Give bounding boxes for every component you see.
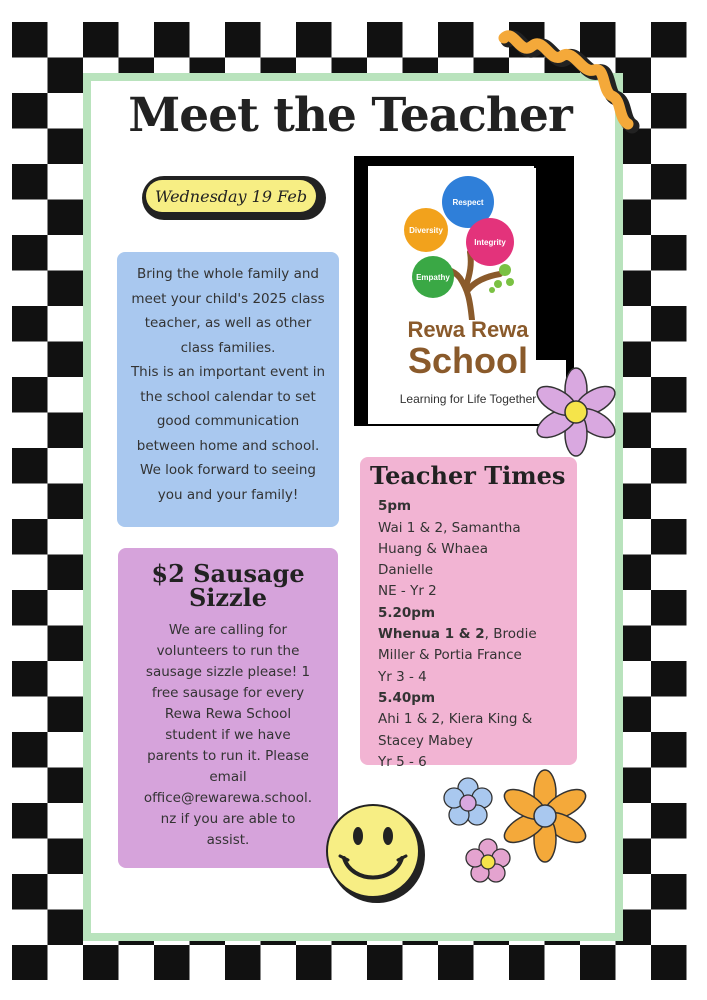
checker-square xyxy=(651,945,687,980)
slot-level: NE - Yr 2 xyxy=(378,583,437,600)
school-name-line1: Rewa Rewa xyxy=(407,317,529,342)
checker-square xyxy=(48,484,84,520)
checker-square xyxy=(651,519,687,555)
checker-square xyxy=(12,448,48,484)
checker-square xyxy=(12,377,48,413)
slot-teachers-rest: , Brodie xyxy=(484,626,537,643)
checker-square xyxy=(367,945,403,980)
checker-square xyxy=(225,22,261,58)
sizzle-line: office@rewarewa.school. xyxy=(143,790,313,806)
checker-square xyxy=(651,22,687,58)
checker-square xyxy=(651,874,687,910)
slot-teachers: Wai 1 & 2, Samantha xyxy=(378,519,521,536)
sizzle-heading xyxy=(128,559,328,612)
checker-square xyxy=(438,945,474,980)
slot-teachers xyxy=(378,624,567,645)
intro-line: between home and school. xyxy=(136,437,320,454)
checker-square xyxy=(48,697,84,733)
sizzle-line: student if we have xyxy=(165,727,291,743)
checker-square xyxy=(83,945,119,980)
slot-time: 5.20pm xyxy=(378,604,436,621)
intro-line: class families. xyxy=(180,339,276,356)
blue-flower-icon xyxy=(438,773,498,833)
checker-square xyxy=(651,164,687,200)
checker-square xyxy=(651,590,687,626)
checker-square xyxy=(509,945,545,980)
checker-square xyxy=(651,377,687,413)
sizzle-line: volunteers to run the xyxy=(156,643,300,659)
checker-square xyxy=(651,448,687,484)
checker-square xyxy=(651,732,687,768)
checker-square xyxy=(296,22,332,58)
sizzle-line: sausage sizzle please! 1 xyxy=(145,664,311,680)
intro-line: teacher, as well as other xyxy=(144,315,312,331)
respect-circle: Respect xyxy=(442,176,494,228)
checker-square xyxy=(651,235,687,271)
intro-box xyxy=(117,252,339,527)
smiley-face-icon xyxy=(322,800,428,906)
checker-square xyxy=(12,661,48,697)
sizzle-line: parents to run it. Please xyxy=(147,748,309,764)
checker-square xyxy=(12,732,48,768)
slot-class: Whenua 1 & 2 xyxy=(378,626,485,643)
slot-level: Yr 5 - 6 xyxy=(378,753,427,770)
date-pill xyxy=(142,176,326,220)
slot-level: Yr 3 - 4 xyxy=(378,668,427,685)
sizzle-line: email xyxy=(209,769,247,785)
checker-square xyxy=(48,129,84,165)
checker-square xyxy=(48,413,84,449)
integrity-circle: Integrity xyxy=(466,218,514,266)
checker-square xyxy=(48,910,84,946)
intro-line: Bring the whole family and xyxy=(137,266,319,282)
sizzle-heading-line1: $2 Sausage xyxy=(151,559,305,588)
sizzle-line: nz if you are able to xyxy=(160,811,296,827)
checker-square xyxy=(12,945,48,980)
slot-time: 5pm xyxy=(378,498,412,515)
slot-teachers: Miller & Portia France xyxy=(378,647,522,664)
sizzle-line: We are calling for xyxy=(168,622,288,638)
school-name xyxy=(388,318,548,380)
checker-square xyxy=(154,22,190,58)
checker-square xyxy=(154,945,190,980)
pink-flower-icon xyxy=(458,832,518,892)
intro-line: good communication xyxy=(156,413,300,429)
checker-square xyxy=(48,555,84,591)
checker-square xyxy=(580,945,616,980)
teacher-times-box xyxy=(360,457,577,770)
diversity-circle: Diversity xyxy=(404,208,448,252)
checker-square xyxy=(12,235,48,271)
checker-square xyxy=(48,58,84,94)
sizzle-line: free sausage for every xyxy=(151,685,305,701)
sizzle-line: Rewa Rewa School xyxy=(164,706,292,722)
checker-square xyxy=(48,271,84,307)
checker-square xyxy=(12,874,48,910)
checker-square xyxy=(48,626,84,662)
checker-square xyxy=(12,519,48,555)
checker-square xyxy=(12,22,48,58)
intro-line: the school calendar to set xyxy=(140,388,316,405)
sizzle-line: assist. xyxy=(206,832,250,848)
empathy-circle: Empathy xyxy=(412,256,454,298)
checker-square xyxy=(12,306,48,342)
checker-square xyxy=(48,839,84,875)
intro-line: meet your child's 2025 class xyxy=(131,290,325,307)
checker-square xyxy=(367,22,403,58)
checker-square xyxy=(651,803,687,839)
page-title: Meet the Teacher xyxy=(128,88,572,143)
checker-square xyxy=(83,22,119,58)
sausage-sizzle-box xyxy=(118,548,338,868)
checker-square xyxy=(651,93,687,129)
checker-square xyxy=(48,342,84,378)
checker-square xyxy=(12,590,48,626)
flower-icon xyxy=(533,362,619,462)
slot-time: 5.40pm xyxy=(378,689,436,706)
intro-line: you and your family! xyxy=(157,486,299,503)
teacher-times-heading: Teacher Times xyxy=(370,461,566,490)
slot-teachers: Huang & Whaea xyxy=(378,540,488,557)
school-tagline: Learning for Life Together xyxy=(399,392,537,406)
intro-line: We look forward to seeing xyxy=(140,462,316,478)
checker-square xyxy=(48,768,84,804)
slot-teachers: Ahi 1 & 2, Kiera King & xyxy=(378,711,533,728)
slot-teachers: Danielle xyxy=(378,562,434,579)
checker-square xyxy=(48,200,84,236)
checker-square xyxy=(225,945,261,980)
school-name-line2: School xyxy=(407,340,528,381)
slot-teachers: Stacey Mabey xyxy=(378,732,473,749)
checker-square xyxy=(12,164,48,200)
checker-square xyxy=(651,661,687,697)
checker-square xyxy=(438,22,474,58)
intro-line: This is an important event in xyxy=(130,364,326,380)
checker-square xyxy=(296,945,332,980)
sizzle-heading-line2: Sizzle xyxy=(188,583,268,612)
event-date: Wednesday 19 Feb xyxy=(146,180,316,212)
checker-square xyxy=(12,93,48,129)
checker-square xyxy=(12,803,48,839)
checker-square xyxy=(651,306,687,342)
